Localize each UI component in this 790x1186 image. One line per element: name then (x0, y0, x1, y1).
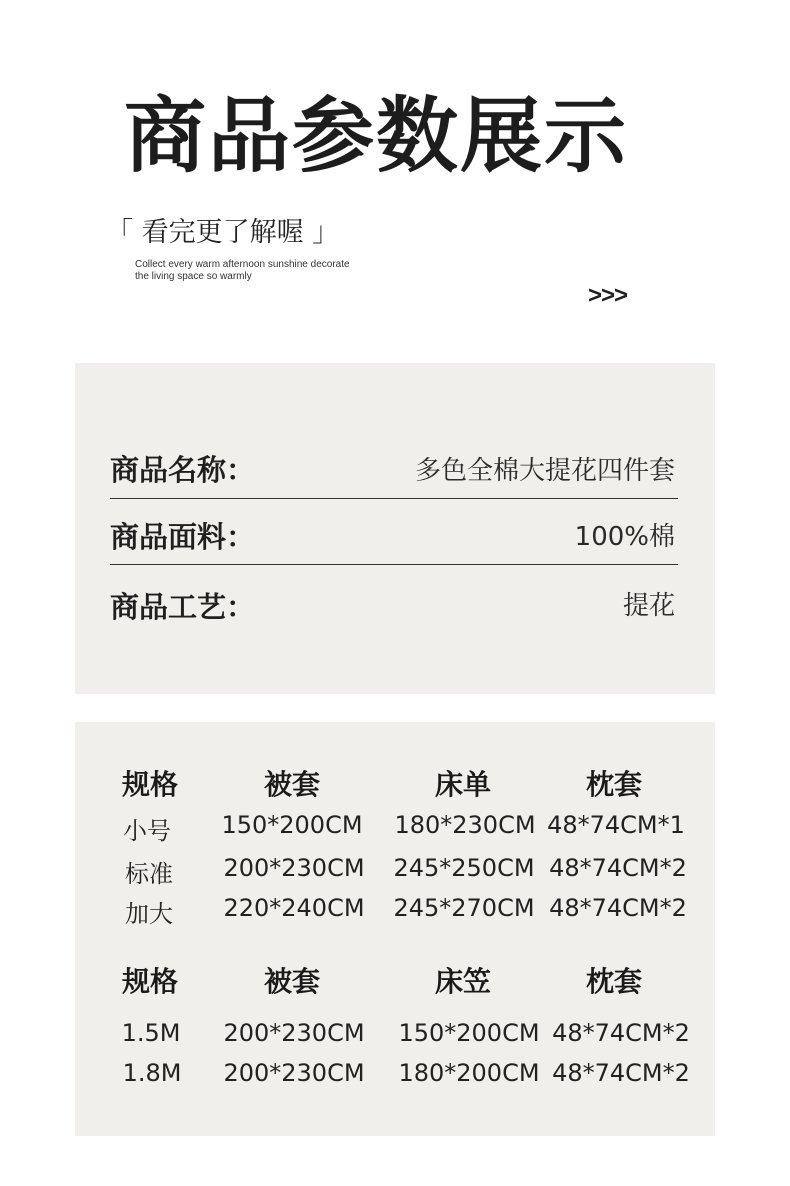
table2-header-fitted-sheet: 床笠 (434, 965, 492, 998)
table1-header-sheet: 床单 (434, 768, 492, 801)
product-name-value: 多色全棉大提花四件套 (414, 456, 675, 486)
divider (110, 498, 678, 499)
table-cell: 48*74CM*2 (549, 854, 687, 882)
table-cell: 1.5M (121, 1019, 181, 1047)
table2-header-spec: 规格 (121, 965, 179, 998)
table-cell: 48*74CM*2 (552, 1019, 690, 1047)
english-tagline-line1: Collect every warm afternoon sunshine decorate (135, 259, 350, 270)
product-craft-value: 提花 (622, 591, 675, 621)
product-fabric-label: 商品面料： (110, 520, 256, 554)
english-tagline-line2: the living space so warmly (135, 271, 252, 282)
table2-header-pillowcase: 枕套 (585, 965, 643, 998)
table-cell: 150*200CM (221, 811, 363, 839)
table-cell: 245*250CM (393, 854, 535, 882)
table-cell: 小号 (123, 817, 171, 845)
arrows-decoration: >>> (588, 282, 628, 309)
table-cell: 48*74CM*2 (549, 894, 687, 922)
table-cell: 180*230CM (394, 811, 536, 839)
product-name-label: 商品名称： (110, 453, 256, 487)
divider (110, 564, 678, 565)
subtitle: 「 看完更了解喔 」 (106, 217, 340, 248)
table-cell: 220*240CM (223, 894, 365, 922)
table-cell: 200*230CM (223, 854, 365, 882)
table-cell: 标准 (125, 860, 173, 888)
page-title: 商品参数展示 (124, 89, 629, 184)
table-cell: 200*230CM (223, 1019, 365, 1047)
product-fabric-value: 100%棉 (574, 522, 675, 552)
table-cell: 180*200CM (398, 1059, 540, 1087)
table-cell: 200*230CM (223, 1059, 365, 1087)
table-cell: 245*270CM (393, 894, 535, 922)
table-cell: 150*200CM (398, 1019, 540, 1047)
table1-header-duvet: 被套 (263, 768, 321, 801)
table1-header-pillowcase: 枕套 (585, 768, 643, 801)
table1-header-spec: 规格 (121, 768, 179, 801)
table-cell: 48*74CM*2 (552, 1059, 690, 1087)
table-cell: 1.8M (122, 1059, 182, 1087)
table-cell: 48*74CM*1 (547, 811, 685, 839)
table2-header-duvet: 被套 (263, 965, 321, 998)
product-craft-label: 商品工艺： (110, 590, 256, 624)
table-cell: 加大 (125, 900, 173, 928)
